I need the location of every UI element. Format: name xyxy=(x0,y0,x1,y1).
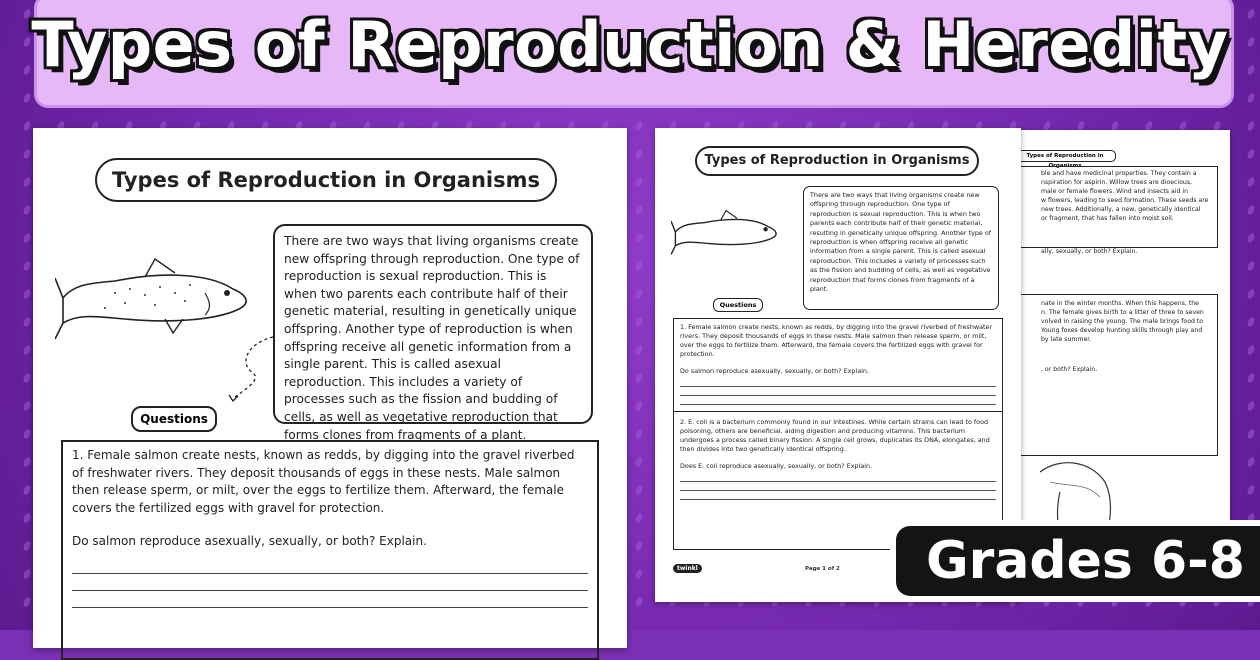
pattern-dot xyxy=(22,456,32,468)
back-textbox-a xyxy=(1010,166,1218,255)
pattern-dot xyxy=(1246,232,1256,244)
grade-badge xyxy=(890,520,1260,602)
pattern-dot xyxy=(1246,484,1256,496)
pattern-dot xyxy=(634,456,644,468)
back-snippet-a: ble and have medicinal properties. They contain a nspiration for aspirin. Willow trees are dioecious, male or female flowers. Wind and insects aid in w flowers, leading to seed formation. These seeds are new trees. Additionally, a new, genetically identical or fragment, that has fallen into moist soil. xyxy=(1041,170,1209,222)
pattern-dot xyxy=(1246,92,1256,104)
answer-line[interactable] xyxy=(72,557,588,574)
question-1-text: 1. Female salmon create nests, known as redds, by digging into the gravel riverbed of freshwater rivers. They deposit thousands of eggs in these nests. Male salmon then release sperm, or milt, over the eggs to fertilize them. Afterward, the female covers the fertilized eggs with gravel for protection. xyxy=(72,448,575,515)
pattern-dot xyxy=(634,316,644,328)
pattern-dot xyxy=(22,540,32,552)
back-snippet-b: nate in the winter months. When this happens, the n. The female gives birth to a litter of three to seven volved in raising the young. The male brings food to Young foxes develop hunting skills through play and by late summer. xyxy=(1041,300,1204,343)
pattern-dot xyxy=(22,568,32,580)
preview-question-2-prompt: Does E. coli reproduce asexually, sexually, or both? Explain. xyxy=(680,462,873,470)
pattern-dot xyxy=(634,372,644,384)
pattern-dot xyxy=(634,204,644,216)
answer-line[interactable] xyxy=(72,574,588,591)
pattern-dot xyxy=(1246,260,1256,272)
pattern-dot xyxy=(634,568,644,580)
pattern-dot xyxy=(1246,316,1256,328)
preview-question-box xyxy=(673,318,1003,550)
pattern-dot xyxy=(634,148,644,160)
pattern-dot xyxy=(22,344,32,356)
preview-title: Types of Reproduction in Organisms xyxy=(695,146,979,176)
answer-line[interactable] xyxy=(680,378,996,387)
pattern-dot xyxy=(634,344,644,356)
pattern-dot xyxy=(22,512,32,524)
dotted-arrow xyxy=(228,333,278,403)
page-number: Page 1 of 2 xyxy=(805,566,840,572)
answer-line[interactable] xyxy=(72,591,588,608)
pattern-dot xyxy=(634,484,644,496)
pattern-dot xyxy=(634,428,644,440)
pattern-dot xyxy=(1246,400,1256,412)
preview-question-1-prompt: Do salmon reproduce asexually, sexually, or both? Explain. xyxy=(680,367,869,375)
pattern-dot xyxy=(1246,428,1256,440)
preview-question-2-text: 2. E. coli is a bacterium commonly found in our intestines. While certain strains can lead to food poisoning, others are beneficial, aiding digestion and producing vitamins. This bacterium undergoes a process called binary fission. A single cell grows, duplicates its DNA, elongates, and then divides into two genetically identical offspring. xyxy=(680,418,990,453)
twinkl-logo: twinkl xyxy=(673,564,702,573)
answer-line[interactable] xyxy=(680,396,996,405)
salmon-illustration-small xyxy=(671,206,781,258)
question-box xyxy=(61,440,599,660)
back-prompt-b: , or both? Explain. xyxy=(1041,366,1098,373)
preview-questions-label: Questions xyxy=(713,298,763,312)
answer-line[interactable] xyxy=(680,482,996,491)
preview-question-1-text: 1. Female salmon create nests, known as redds, by digging into the gravel riverbed of freshwater rivers. They deposit thousands of eggs in these nests. Male salmon then release sperm, or milt, over the eggs to fertilize them. Afterward, the female covers the fertilized eggs with gravel for protection. xyxy=(680,323,993,358)
pattern-dot xyxy=(1246,148,1256,160)
back-prompt-a: ally, sexually, or both? Explain. xyxy=(1041,248,1138,255)
back-page-title: Types of Reproduction in Organisms xyxy=(1014,150,1116,162)
pattern-dot xyxy=(1246,288,1256,300)
pattern-dot xyxy=(1246,372,1256,384)
pattern-dot xyxy=(22,316,32,328)
answer-line[interactable] xyxy=(680,387,996,396)
answer-line[interactable] xyxy=(680,491,996,500)
questions-label: Questions xyxy=(131,406,217,432)
salmon-illustration xyxy=(55,253,255,343)
back-textbox-b xyxy=(1010,294,1218,456)
pattern-dot xyxy=(22,232,32,244)
pattern-dot xyxy=(22,260,32,272)
pattern-dot xyxy=(634,400,644,412)
page-title: Types of Reproduction & Heredity xyxy=(31,8,1229,81)
pattern-dot xyxy=(22,288,32,300)
worksheet-title: Types of Reproduction in Organisms xyxy=(95,158,557,202)
pattern-dot xyxy=(634,540,644,552)
worksheet-page-back xyxy=(990,130,1230,570)
divider xyxy=(674,411,1002,412)
pattern-dot xyxy=(22,596,32,608)
pattern-dot xyxy=(22,92,32,104)
pattern-dot xyxy=(634,288,644,300)
pattern-dot xyxy=(634,176,644,188)
pattern-dot xyxy=(634,260,644,272)
worksheet-page-main xyxy=(33,128,627,648)
pattern-dot xyxy=(1246,176,1256,188)
pattern-dot xyxy=(22,372,32,384)
question-1-prompt: Do salmon reproduce asexually, sexually, or both? Explain. xyxy=(72,534,427,548)
pattern-dot xyxy=(22,176,32,188)
answer-line[interactable] xyxy=(680,473,996,482)
pattern-dot xyxy=(1246,204,1256,216)
pattern-dot xyxy=(22,428,32,440)
pattern-dot xyxy=(634,596,644,608)
intro-textbox: There are two ways that living organisms create new offspring through reproduction. One type of reproduction is sexual reproduction. This is when two parents each contribute half of their genetic material, resulting in genetically unique offspring. Another type of reproduction is when offspring receive all genetic information from a single parent. This is called asexual reproduction. This includes a variety of processes such as the fission and budding of cells, as well as vegetative reproduction that forms clones from fragments of a plant. xyxy=(273,224,593,424)
pattern-dot xyxy=(22,204,32,216)
pattern-dot xyxy=(22,148,32,160)
pattern-dot xyxy=(22,484,32,496)
pattern-dot xyxy=(22,400,32,412)
grade-badge-label: Grades 6-8 xyxy=(896,526,1260,596)
pattern-dot xyxy=(1246,456,1256,468)
pattern-dot xyxy=(1246,120,1256,132)
pattern-dot xyxy=(1246,344,1256,356)
pattern-dot xyxy=(634,232,644,244)
preview-intro-textbox: There are two ways that living organisms create new offspring through reproduction. One type of reproduction is sexual reproduction. This is when two parents each contribute half of their genetic material, resulting in genetically unique offspring. Another type of reproduction is when offspring receive all genetic information from a single parent. This is called asexual reproduction. This includes a variety of processes such as the fission and budding of cells, as well as vegetative reproduction that forms clones from fragments of a plant. xyxy=(803,186,999,310)
pattern-dot xyxy=(634,512,644,524)
pattern-dot xyxy=(634,120,644,132)
pattern-dot xyxy=(22,120,32,132)
